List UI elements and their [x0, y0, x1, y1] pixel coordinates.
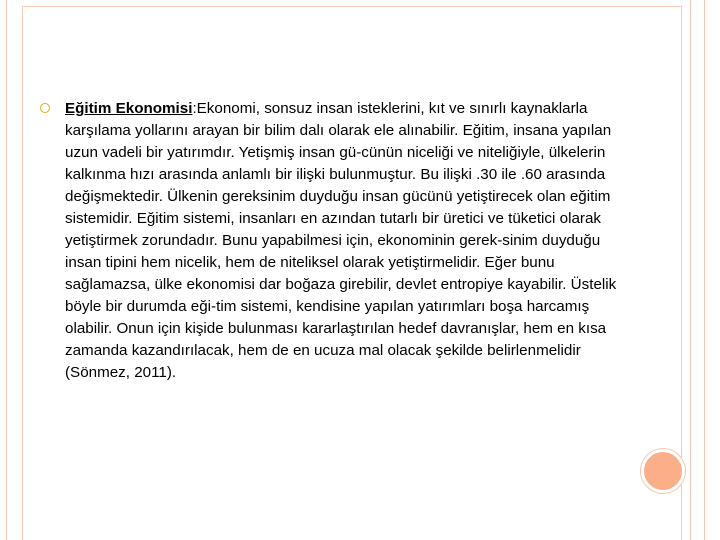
slide-frame-right-band [690, 0, 704, 540]
slide-paragraph [65, 98, 625, 384]
paragraph-body: Ekonomi, sonsuz insan isteklerini, kıt ve sınırlı kaynaklarla karşılama yollarını arayan bir bilim dalı olarak ele alınabilir. Eğitim, insana yapılan uzun vadeli bir yatırımdır. Yetişmiş insan gü-cünün niceliği ve niteliğiyle, ülkelerin kalkınma hızı arasında anlamlı bir ilişki bulunmuştur. Bu ilişki .30 ile .60 arasında değişmektedir. Ülkenin gereksinim duyduğu insan gücünü yetiştirecek olan eğitim sistemidir. Eğitim sistemi, insanları en azından tutarlı bir üretici ve tüketici olarak yetiştirmek zorundadır. Bunu yapabilmesi için, ekonominin gerek-sinim duyduğu insan tipini hem nicelik, hem de niteliksel olarak yetiştirmelidir. Eğer bunu sağlamazsa, ülke ekonomisi dar boğaza girebilir, devlet entropiye kayabilir. Üstelik böyle bir durumda eği-tim sistemi, kendisine yapılan yatırımları boşa harcamış olabilir. Onun için kişide bulunması kararlaştırılan hedef davranışlar, hem en kısa zamanda kazandırılacak, hem de en ucuza mal olacak şekilde belirlenmelidir (Sönmez, 2011). [65, 100, 617, 381]
ring-bullet-icon [40, 103, 50, 113]
decorative-circle [641, 449, 685, 493]
term-heading: Eğitim Ekonomisi [65, 100, 193, 117]
term-separator: : [192, 100, 197, 117]
